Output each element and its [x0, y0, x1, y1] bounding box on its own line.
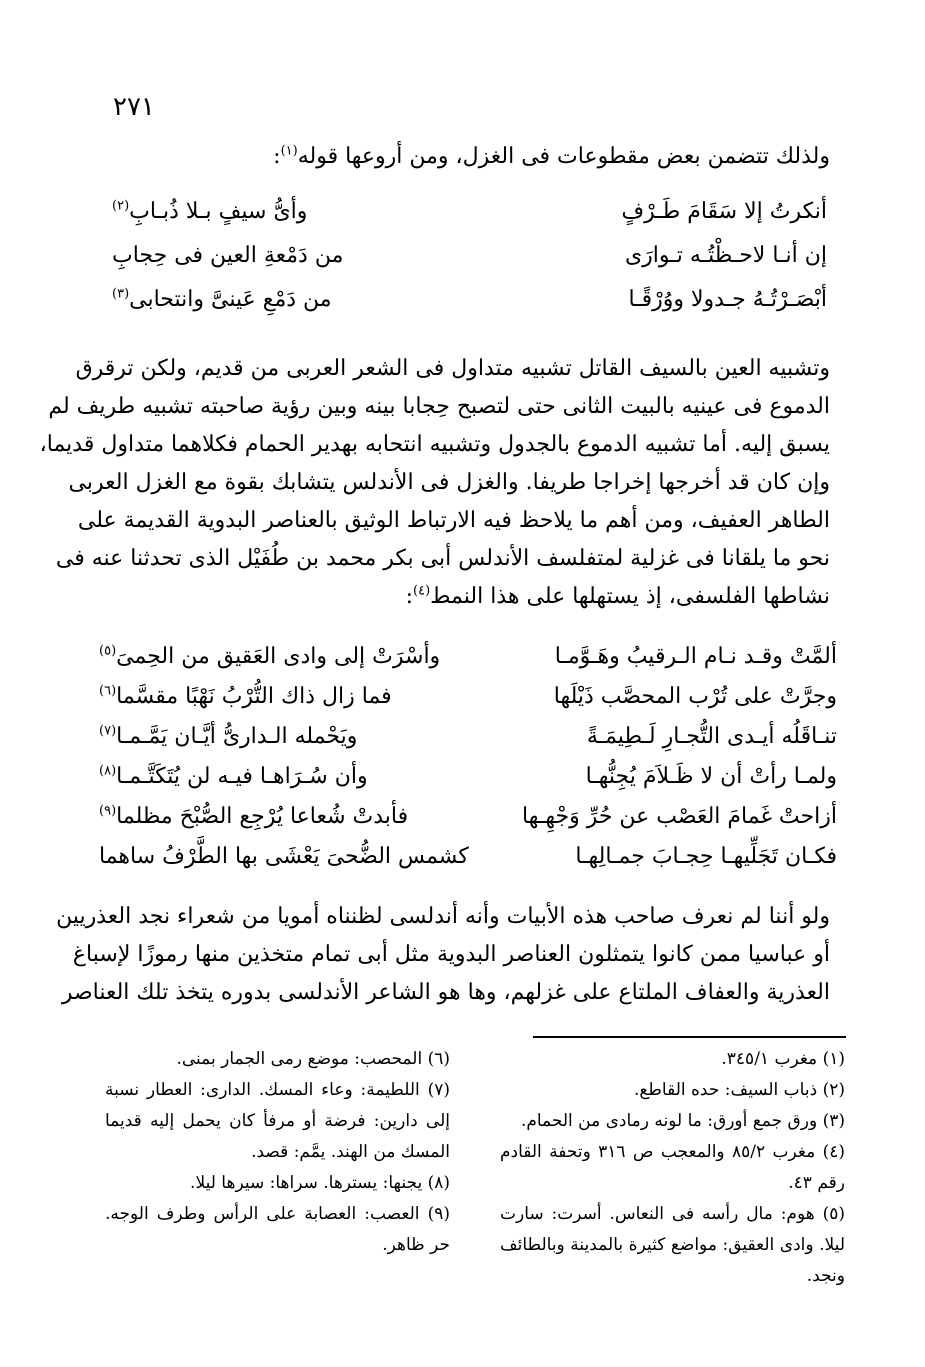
verse-block-1: [112, 189, 827, 321]
paragraph-line: العذرية والعفاف الملتاع على غزلهم، وها هو الشاعر الأندلسى بدوره يتخذ تلك العناصر: [61, 980, 830, 1005]
paragraph-line: نشاطها الفلسفى، إذ يستهلها على هذا النمط$^{(٤)}$:: [405, 583, 830, 609]
verse-first-hemistich: وجرَّتْ على تُرْب المحصَّب ذَيْلَها: [553, 683, 837, 709]
verse-line: [99, 796, 837, 836]
paragraph-line: وتشبيه العين بالسيف القاتل تشبيه متداول فى الشعر العربى من قديم، ولكن ترقرق: [75, 356, 830, 381]
footnote: (٩) العصب: العصابة على الرأس وطرف الوجه. حر ظاهر.: [105, 1204, 451, 1255]
verse-line: [99, 636, 837, 676]
verse-first-hemistich: فكـان تَجَلِّيهـا حِجـابَ جمـالِهـا: [575, 843, 837, 869]
body-paragraph-2: [56, 898, 830, 1012]
verse-second-hemistich: من دَمْعِ عَينىَّ وانتحابى$^{(٣)}$: [112, 286, 332, 312]
footnote-ref: (٥): [99, 643, 117, 659]
verse-second-hemistich: كشمس الضُّحىَ يَعْشَى بها الطَّرْفُ ساهما: [99, 843, 469, 869]
footnote: (٧) اللطيمة: وعاء المسك. الدارى: العطار نسبة إلى دارين: فرضة أو مرفأ كان يحمل إليه قديما المسك من الهند. يمَّم: قصد.: [105, 1080, 450, 1162]
footnote: (٤) مغرب ٨٥/٢ والمعجب ص ٣١٦ وتحفة القادم رقم ٤٣.: [500, 1142, 845, 1193]
intro-line: [100, 138, 830, 176]
footnote: (١) مغرب ٣٤٥/١.: [721, 1049, 845, 1069]
verse-first-hemistich: ولمـا رأتْ أن لا ظَـلاَمَ يُجِنُّهـا: [585, 763, 837, 789]
footnote-ref: (١): [280, 143, 298, 159]
paragraph-line: الطاهر العفيف، ومن أهم ما يلاحظ فيه الارتباط الوثيق بالعناصر البدوية القديمة على: [77, 508, 830, 533]
verse-line: [112, 277, 827, 321]
footnote: (٣) ورق جمع أورق: ما لونه رمادى من الحمام.: [520, 1111, 845, 1131]
footnote-ref: (٣): [112, 286, 130, 302]
footnote: (٢) ذباب السيف: حده القاطع.: [633, 1080, 845, 1100]
verse-second-hemistich: من دَمْعةِ العين فى حِجابِ: [112, 242, 344, 268]
body-paragraph-1: [39, 350, 830, 616]
intro-text: ولذلك تتضمن بعض مقطوعات فى الغزل، ومن أروعها قوله: [297, 144, 830, 169]
footnote: (٥) هوم: مال رأسه فى النعاس. أسرت: سارت ليلا. وادى العقيق: مواضع كثيرة بالمدينة وبالطائف ونجد.: [500, 1204, 846, 1286]
verse-first-hemistich: إن أنـا لاحـظْتُـه تـوارَى: [624, 242, 827, 268]
verse-first-hemistich: أزاحتْ غَمامَ العَصْب عن حُرِّ وَجْهِـها: [522, 803, 837, 829]
footnote-ref: (٢): [112, 198, 130, 214]
footnotes-left-column: [105, 1044, 450, 1261]
footnote-ref: (٦): [99, 683, 117, 699]
verse-line: [112, 233, 827, 277]
verse-first-hemistich: أنكرتُ إلا سَقَامَ طَـرْفٍ: [621, 198, 827, 224]
footnote: (٨) يجنها: يسترها. سراها: سيرها ليلا.: [190, 1173, 450, 1193]
footnotes-right-column: [500, 1044, 845, 1292]
verse-first-hemistich: تنـاقَلُه أيـدى التُّجـارِ لَـطِيمَـةً: [586, 723, 837, 749]
paragraph-line: نحو ما يلقانا فى غزلية لمتفلسف الأندلس أبى بكر محمد بن طُفَيْل الذى تحدثنا عنه فى: [55, 546, 830, 571]
paragraph-line: وإن كان قد أخرجها إخراجا طريفا. والغزل فى الأندلس يتشابك بقوة مع الغزل العربى: [68, 470, 830, 495]
verse-line: [112, 189, 827, 233]
verse-line: [99, 756, 837, 796]
paragraph-line: ولو أننا لم نعرف صاحب هذه الأبيات وأنه أندلسى لظنناه أمويا من شعراء نجد العذريين: [56, 904, 830, 929]
verse-line: [99, 676, 837, 716]
paragraph-line: يسبق إليه. أما تشبيه الدموع بالجدول وتشبيه انتحابه بهدير الحمام فكلاهما متداول قديما،: [39, 432, 830, 457]
verse-first-hemistich: أبْصَـرْتُـهُ جـدولا ووُرْقًـا: [628, 286, 827, 312]
verse-second-hemistich: وأىُّ سيفٍ بـلا ذُبـابِ$^{(٢)}$: [112, 198, 308, 224]
verse-block-2: [99, 636, 837, 876]
footnote-separator: [533, 1036, 846, 1038]
verse-line: [99, 836, 837, 876]
footnote: (٦) المحصب: موضع رمى الجمار بمنى.: [176, 1049, 450, 1069]
paragraph-line: الدموع فى عينيه بالبيت الثانى حتى لتصبح حِجابا بينه وبين رؤية صاحبته تشبيه طريف لم: [48, 394, 830, 419]
footnote-ref: (٨): [99, 763, 117, 779]
page-number: ٢٧١: [113, 92, 155, 122]
verse-second-hemistich: فما زال ذاك التُّرْبُ نَهْبًا مقسَّما$^{(٦)}$: [99, 683, 392, 709]
verse-line: [99, 716, 837, 756]
verse-second-hemistich: ويَحْمله الـدارىُّ أيَّـان يَمَّـمـا$^{(٧)}$: [99, 723, 358, 749]
verse-second-hemistich: وأن سُـرَاهـا فيـه لن يُتَكَتَّـمـا$^{(٨)}$: [99, 763, 368, 789]
intro-paragraph: [100, 138, 830, 176]
paragraph-line: أو عباسيا ممن كانوا يتمثلون العناصر البدوية مثل أبى تمام متخذين منها رموزًا لإسباغ: [72, 942, 830, 967]
verse-second-hemistich: وأسْرَتْ إلى وادى العَقيق من الحِمىَ$^{(٥)}$: [99, 643, 441, 669]
intro-tail: :: [273, 144, 281, 169]
verse-first-hemistich: ألمَّتْ وقـد نـام الـرقيبُ وهَـوَّمـا: [554, 643, 837, 669]
footnote-ref: (٤): [413, 583, 431, 599]
verse-second-hemistich: فأبدتْ شُعاعا يُرْجِع الصُّبْحَ مظلما$^{(٩)}$: [99, 803, 409, 829]
footnote-ref: (٩): [99, 803, 117, 819]
footnote-ref: (٧): [99, 723, 117, 739]
